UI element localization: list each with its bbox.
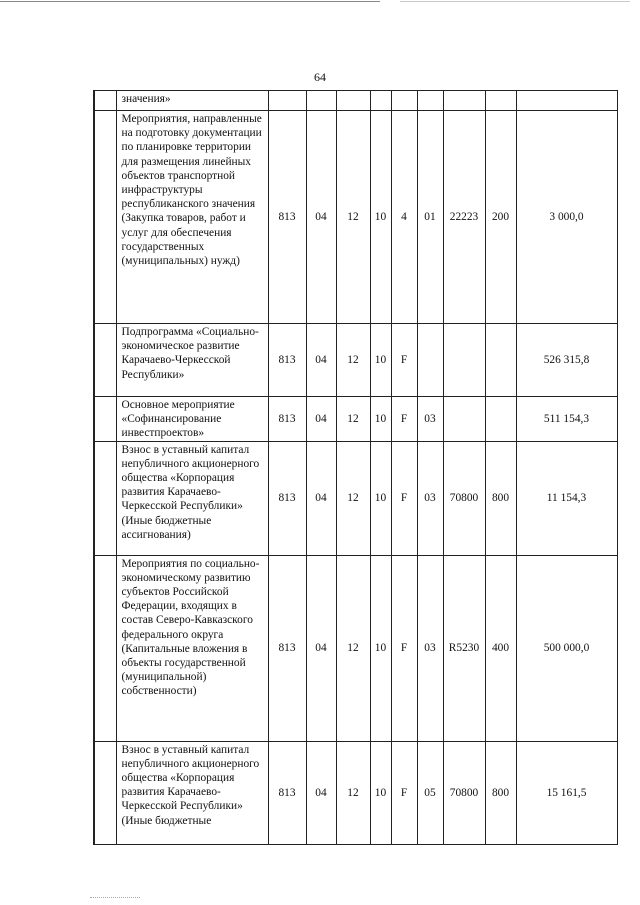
- index-cell: [94, 741, 116, 844]
- section-cell: 04: [306, 397, 336, 442]
- ministry-cell: 813: [268, 397, 306, 442]
- subsection-cell: 12: [336, 111, 370, 324]
- measure-cell: 05: [417, 741, 443, 844]
- expense-type-cell: [485, 91, 516, 111]
- section-cell: 04: [306, 324, 336, 397]
- direction-cell: 70800: [443, 441, 485, 555]
- direction-cell: 70800: [443, 741, 485, 844]
- subprogram-cell: [391, 91, 417, 111]
- direction-cell: 22223: [443, 111, 485, 324]
- direction-cell: [443, 91, 485, 111]
- subprogram-cell: F: [391, 397, 417, 442]
- direction-cell: [443, 397, 485, 442]
- subsection-cell: [336, 91, 370, 111]
- name-cell: Мероприятия по социально-экономическому развитию субъектов Российской Федерации, входящих в состав Северо-Кавказского федерального округа (Капитальные вложения в объекты государственной (муниципальной) собственности): [116, 555, 268, 741]
- measure-cell: [417, 91, 443, 111]
- section-cell: [306, 91, 336, 111]
- amount-cell: 526 315,8: [516, 324, 617, 397]
- program-cell: 10: [370, 324, 391, 397]
- table-row: [94, 324, 617, 397]
- measure-cell: 03: [417, 555, 443, 741]
- table-row: [94, 397, 617, 442]
- table-row: [94, 91, 617, 111]
- measure-cell: 01: [417, 111, 443, 324]
- section-cell: 04: [306, 555, 336, 741]
- index-cell: [94, 324, 116, 397]
- program-cell: 10: [370, 555, 391, 741]
- section-cell: 04: [306, 741, 336, 844]
- expense-type-cell: 800: [485, 741, 516, 844]
- section-cell: 04: [306, 111, 336, 324]
- ministry-cell: 813: [268, 111, 306, 324]
- budget-table: [93, 90, 618, 845]
- expense-type-cell: 200: [485, 111, 516, 324]
- top-rule: [0, 1, 380, 2]
- ministry-cell: 813: [268, 741, 306, 844]
- amount-cell: 15 161,5: [516, 741, 617, 844]
- name-cell: Основное мероприятие «Софинансирование инвестпроектов»: [116, 397, 268, 442]
- name-cell: Мероприятия, направленные на подготовку документации по планировке территории для размещения линейных объектов транспортной инфраструктуры республиканского значения (Закупка товаров, работ и услуг для обеспечения государственных (муниципальных) нужд): [116, 111, 268, 324]
- direction-cell: [443, 324, 485, 397]
- program-cell: 10: [370, 441, 391, 555]
- name-cell: Подпрограмма «Социально-экономическое развитие Карачаево-Черкесской Республики»: [116, 324, 268, 397]
- table-row: [94, 441, 617, 555]
- subprogram-cell: F: [391, 441, 417, 555]
- expense-type-cell: [485, 397, 516, 442]
- measure-cell: [417, 324, 443, 397]
- direction-cell: R5230: [443, 555, 485, 741]
- index-cell: [94, 397, 116, 442]
- subprogram-cell: 4: [391, 111, 417, 324]
- subprogram-cell: F: [391, 324, 417, 397]
- measure-cell: 03: [417, 397, 443, 442]
- index-cell: [94, 555, 116, 741]
- ministry-cell: [268, 91, 306, 111]
- amount-cell: 500 000,0: [516, 555, 617, 741]
- amount-cell: [516, 91, 617, 111]
- table-row: [94, 555, 617, 741]
- subprogram-cell: F: [391, 741, 417, 844]
- bottom-mark: [90, 897, 140, 898]
- program-cell: 10: [370, 111, 391, 324]
- program-cell: 10: [370, 741, 391, 844]
- program-cell: [370, 91, 391, 111]
- subprogram-cell: F: [391, 555, 417, 741]
- ministry-cell: 813: [268, 324, 306, 397]
- top-rule-right: [400, 1, 630, 2]
- subsection-cell: 12: [336, 441, 370, 555]
- name-cell: значения»: [116, 91, 268, 111]
- subsection-cell: 12: [336, 397, 370, 442]
- table-row: [94, 111, 617, 324]
- expense-type-cell: 800: [485, 441, 516, 555]
- index-cell: [94, 111, 116, 324]
- table-row: [94, 741, 617, 844]
- ministry-cell: 813: [268, 555, 306, 741]
- ministry-cell: 813: [268, 441, 306, 555]
- name-cell: Взнос в уставный капитал непубличного акционерного общества «Корпорация развития Карачаево-Черкесской Республики» (Иные бюджетные: [116, 741, 268, 844]
- subsection-cell: 12: [336, 741, 370, 844]
- amount-cell: 511 154,3: [516, 397, 617, 442]
- subsection-cell: 12: [336, 555, 370, 741]
- page-number: 64: [314, 70, 326, 84]
- name-cell: Взнос в уставный капитал непубличного акционерного общества «Корпорация развития Карачаево-Черкесской Республики» (Иные бюджетные ассигнования): [116, 441, 268, 555]
- index-cell: [94, 441, 116, 555]
- section-cell: 04: [306, 441, 336, 555]
- amount-cell: 11 154,3: [516, 441, 617, 555]
- index-cell: [94, 91, 116, 111]
- measure-cell: 03: [417, 441, 443, 555]
- amount-cell: 3 000,0: [516, 111, 617, 324]
- expense-type-cell: 400: [485, 555, 516, 741]
- program-cell: 10: [370, 397, 391, 442]
- expense-type-cell: [485, 324, 516, 397]
- subsection-cell: 12: [336, 324, 370, 397]
